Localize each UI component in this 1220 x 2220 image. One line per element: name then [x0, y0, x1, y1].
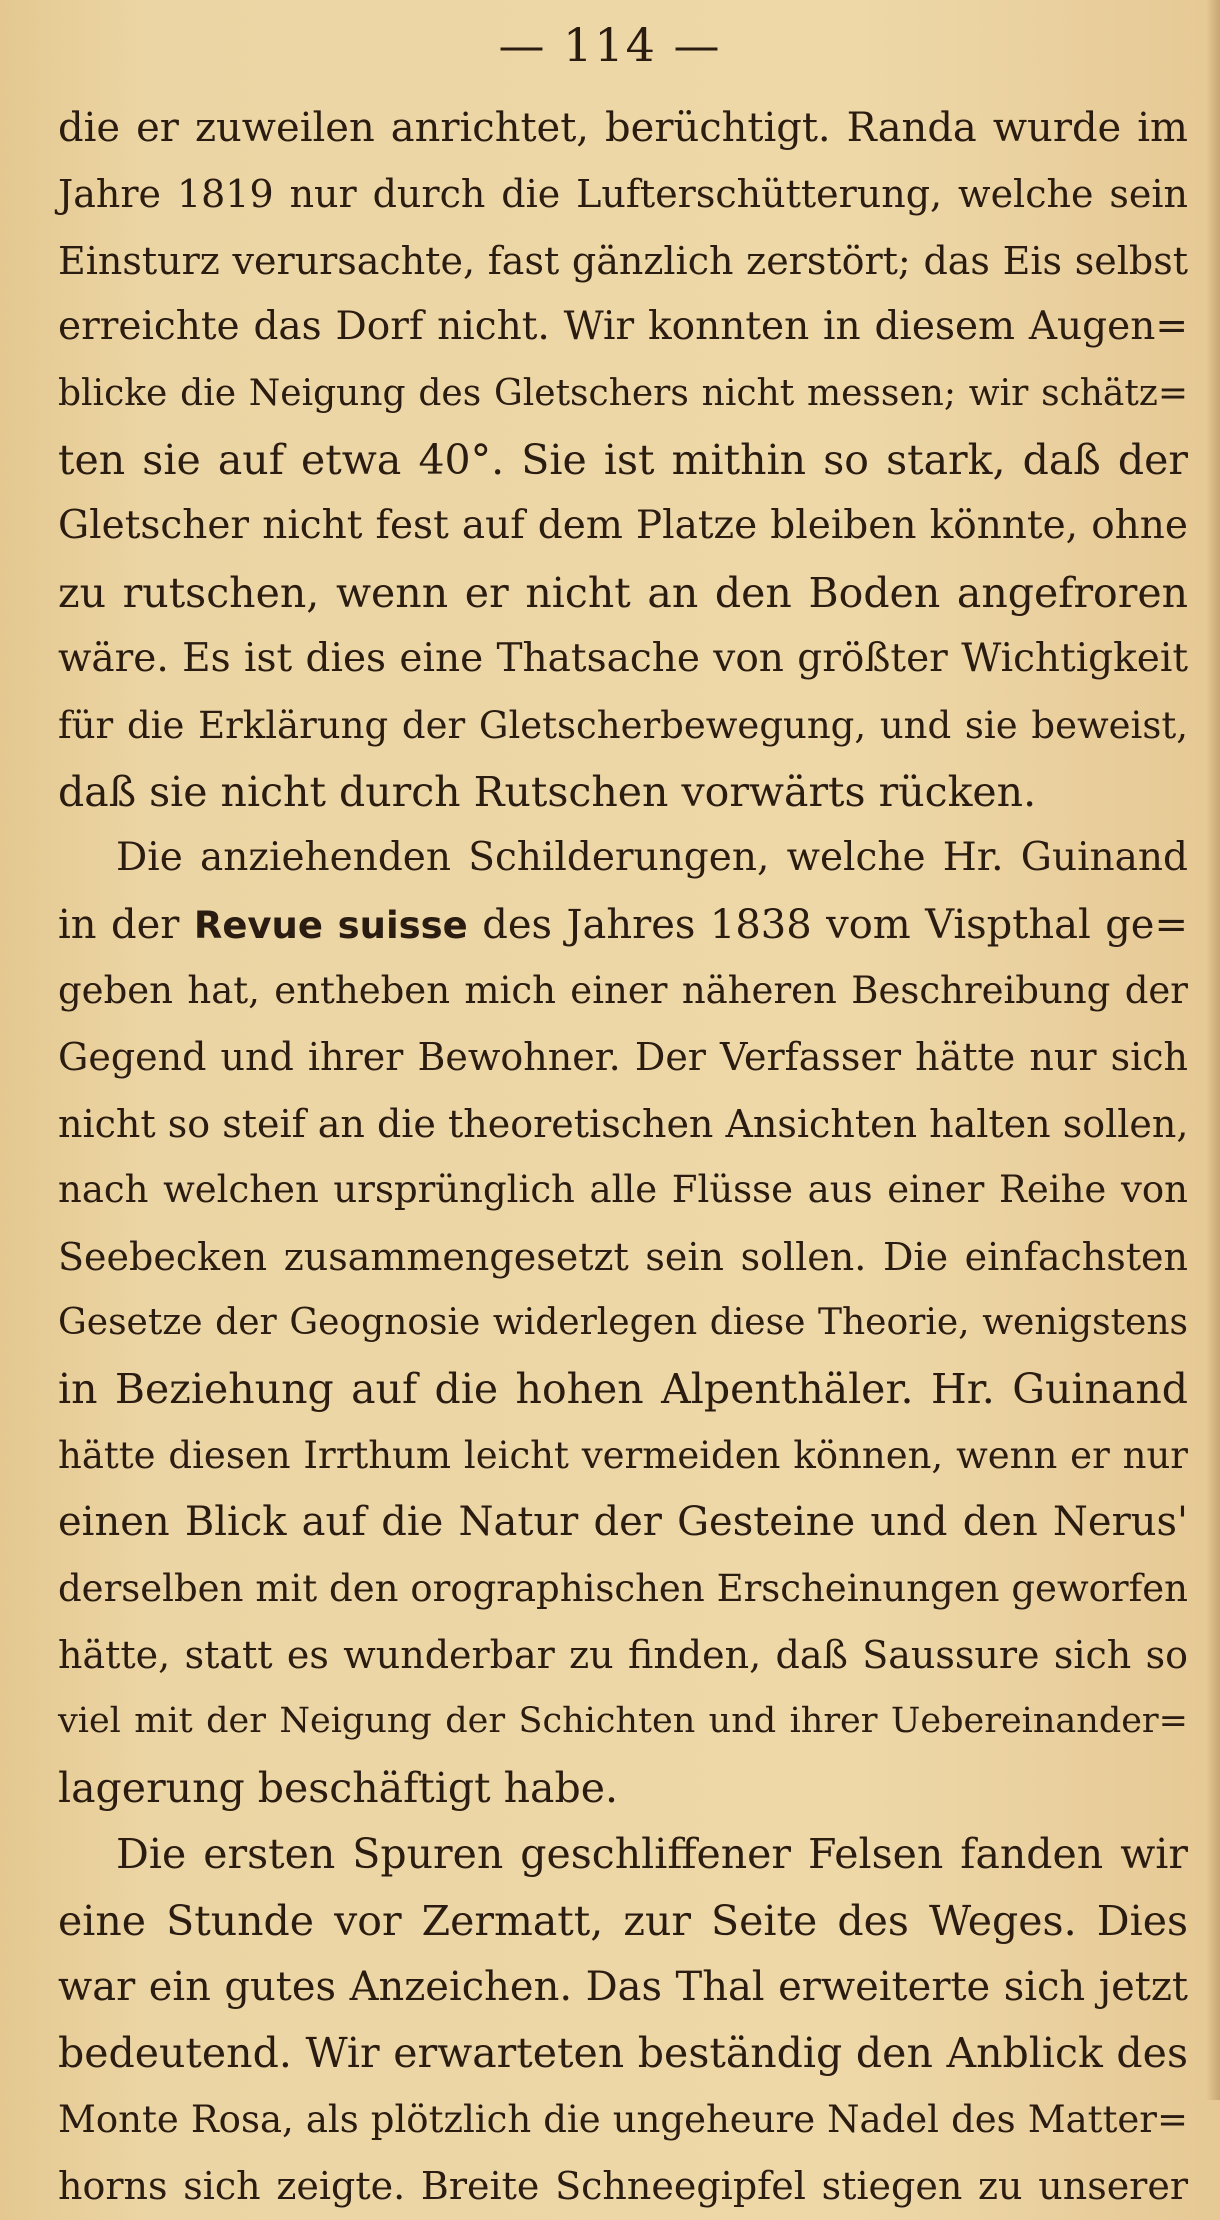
text-line: erreichte das Dorf nicht. Wir konnten in diesem Augen=: [58, 304, 1188, 350]
text-line-revue: [58, 892, 1188, 958]
text-line: nicht so steif an die theoretischen Ansichten halten sollen,: [58, 1101, 1189, 1146]
text-line: Gegend und ihrer Bewohner. Der Verfasser hätte nur sich: [58, 1035, 1188, 1080]
text-line: Seebecken zusammengesetzt sein sollen. Die einfachsten: [58, 1234, 1188, 1279]
text-line: hätte, statt es wunderbar zu finden, daß Saussure sich so: [58, 1632, 1188, 1677]
text-line: Monte Rosa, als plötzlich die ungeheure Nadel des Matter=: [58, 2097, 1188, 2141]
text-line: Gesetze der Geognosie widerlegen diese Theorie, wenigstens: [58, 1302, 1188, 1344]
body-text: [58, 95, 1188, 2220]
text-line: Jahre 1819 nur durch die Lufterschütterung, welche sein: [58, 172, 1188, 217]
text-line: nach welchen ursprünglich alle Flüsse aus einer Reihe von: [58, 1168, 1188, 1212]
text-line: eine Stunde vor Zermatt, zur Seite des Weges. Dies: [58, 1896, 1188, 1945]
text-line: für die Erklärung der Gletscherbewegung, und sie beweist,: [58, 703, 1188, 747]
text-line: ten sie auf etwa 40°. Sie ist mithin so stark, daß der: [58, 435, 1188, 484]
text-line: war ein gutes Anzeichen. Das Thal erweiterte sich jetzt: [58, 1963, 1188, 2010]
text-line: geben hat, entheben mich einer näheren Beschreibung der: [58, 969, 1188, 1013]
text-line: lagerung beschäftigt habe.: [58, 1763, 619, 1812]
text-line: horns sich zeigte. Breite Schneegipfel stiegen zu unserer: [58, 2164, 1188, 2209]
text-line: wäre. Es ist dies eine Thatsache von größter Wichtigkeit: [58, 636, 1188, 682]
text-line: in Beziehung auf die hohen Alpenthäler. Hr. Guinand: [58, 1365, 1188, 1414]
text-line: die er zuweilen anrichtet, berüchtigt. Randa wurde im: [58, 105, 1188, 151]
paragraph-start: Die ersten Spuren geschliffener Felsen fanden wir: [116, 1830, 1188, 1879]
text-line: bedeutend. Wir erwarteten beständig den Anblick des: [58, 2029, 1188, 2078]
paragraph-start: Die anziehenden Schilderungen, welche Hr. Guinand: [116, 835, 1188, 881]
text-line: einen Blick auf die Natur der Gesteine und den Nerus': [58, 1499, 1188, 1546]
page-edge-shadow: [1206, 0, 1220, 2100]
text-line: hätte diesen Irrthum leicht vermeiden können, wenn er nur: [58, 1433, 1188, 1477]
text-line: Einsturz verursachte, fast gänzlich zerstört; das Eis selbst: [58, 238, 1188, 283]
text-line: derselben mit den orographischen Erscheinungen geworfen: [58, 1566, 1188, 1610]
text-line: zu rutschen, wenn er nicht an den Boden angefroren: [58, 568, 1188, 617]
revue-title: Revue suisse: [193, 903, 468, 947]
text-line: viel mit der Neigung der Schichten und ihrer Uebereinander=: [58, 1701, 1188, 1742]
text-line: daß sie nicht durch Rutschen vorwärts rücken.: [58, 767, 1037, 816]
revue-after: des Jahres 1838 vom Vispthal ge=: [467, 901, 1188, 948]
page-number: — 114 —: [498, 18, 722, 72]
text-line: Gletscher nicht fest auf dem Platze bleiben könnte, ohne: [58, 503, 1188, 549]
revue-before: in der: [58, 901, 194, 948]
text-line: blicke die Neigung des Gletschers nicht messen; wir schätz=: [58, 372, 1188, 414]
